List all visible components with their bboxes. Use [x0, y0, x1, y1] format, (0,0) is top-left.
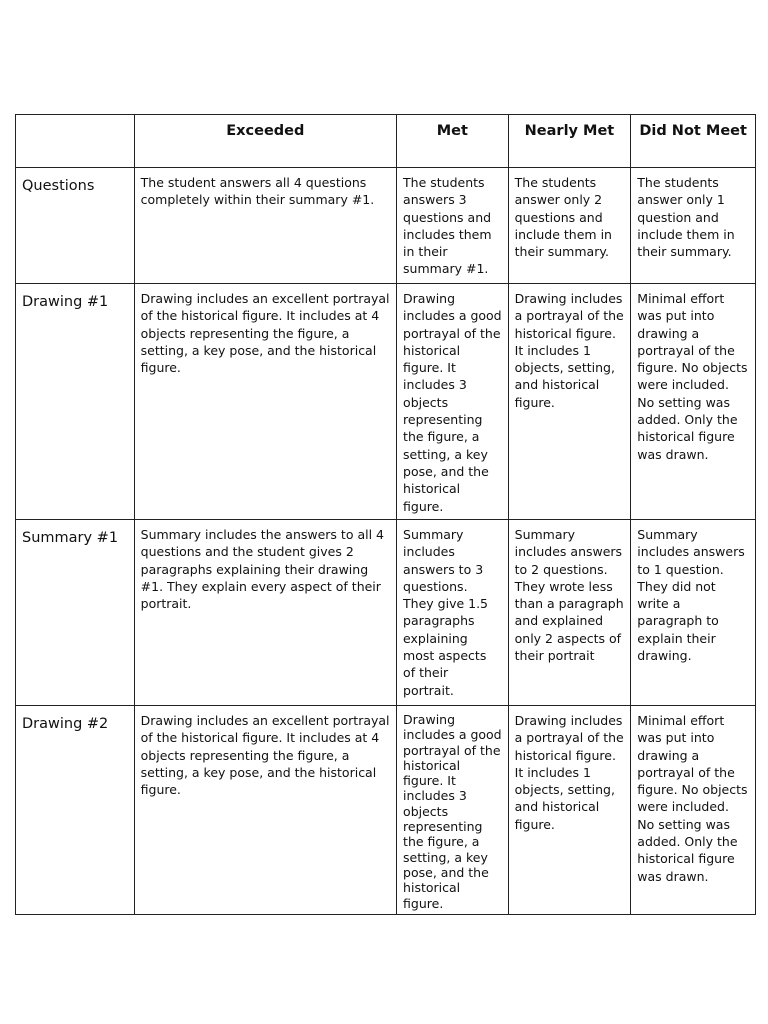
cell-drawing-2-did-not-meet: Minimal effort was put into drawing a portrayal of the figure. No objects were included. No setting was added. Only the historical figure was drawn.	[631, 706, 756, 915]
header-row	[16, 115, 756, 168]
cell-drawing-2-nearly-met: Drawing includes a portrayal of the historical figure. It includes 1 objects, setting, and historical figure.	[508, 706, 631, 915]
table-row-drawing-1	[16, 284, 756, 520]
header-exceeded: Exceeded	[134, 115, 396, 168]
corner-cell	[16, 115, 135, 168]
header-nearly-met: Nearly Met	[508, 115, 631, 168]
cell-questions-exceeded: The student answers all 4 questions completely within their summary #1.	[134, 168, 396, 284]
cell-questions-did-not-meet: The students answer only 1 question and include them in their summary.	[631, 168, 756, 284]
cell-drawing-1-did-not-meet: Minimal effort was put into drawing a portrayal of the figure. No objects were included. No setting was added. Only the historical figure was drawn.	[631, 284, 756, 520]
cell-summary-1-did-not-meet: Summary includes answers to 1 question. They did not write a paragraph to explain their drawing.	[631, 520, 756, 706]
row-label-questions: Questions	[16, 168, 135, 284]
table-row-drawing-2	[16, 706, 756, 915]
row-label-drawing-2: Drawing #2	[16, 706, 135, 915]
cell-drawing-2-exceeded: Drawing includes an excellent portrayal of the historical figure. It includes at 4 objects representing the figure, a setting, a key pose, and the historical figure.	[134, 706, 396, 915]
cell-summary-1-met: Summary includes answers to 3 questions. They give 1.5 paragraphs explaining most aspects of their portrait.	[397, 520, 509, 706]
table-row-summary-1	[16, 520, 756, 706]
cell-summary-1-exceeded: Summary includes the answers to all 4 questions and the student gives 2 paragraphs explaining their drawing #1. They explain every aspect of their portrait.	[134, 520, 396, 706]
cell-drawing-2-met: Drawing includes a good portrayal of the historical figure. It includes 3 objects representing the figure, a setting, a key pose, and the historical figure.	[397, 706, 509, 915]
header-did-not-meet: Did Not Meet	[631, 115, 756, 168]
row-label-drawing-1: Drawing #1	[16, 284, 135, 520]
header-met: Met	[397, 115, 509, 168]
cell-summary-1-nearly-met: Summary includes answers to 2 questions. They wrote less than a paragraph and explained only 2 aspects of their portrait	[508, 520, 631, 706]
table-row-questions	[16, 168, 756, 284]
cell-drawing-1-nearly-met: Drawing includes a portrayal of the historical figure. It includes 1 objects, setting, and historical figure.	[508, 284, 631, 520]
cell-drawing-1-met: Drawing includes a good portrayal of the historical figure. It includes 3 objects representing the figure, a setting, a key pose, and the historical figure.	[397, 284, 509, 520]
rubric-table	[15, 114, 756, 915]
row-label-summary-1: Summary #1	[16, 520, 135, 706]
cell-questions-met: The students answers 3 questions and includes them in their summary #1.	[397, 168, 509, 284]
cell-drawing-1-exceeded: Drawing includes an excellent portrayal of the historical figure. It includes at 4 objects representing the figure, a setting, a key pose, and the historical figure.	[134, 284, 396, 520]
cell-questions-nearly-met: The students answer only 2 questions and include them in their summary.	[508, 168, 631, 284]
